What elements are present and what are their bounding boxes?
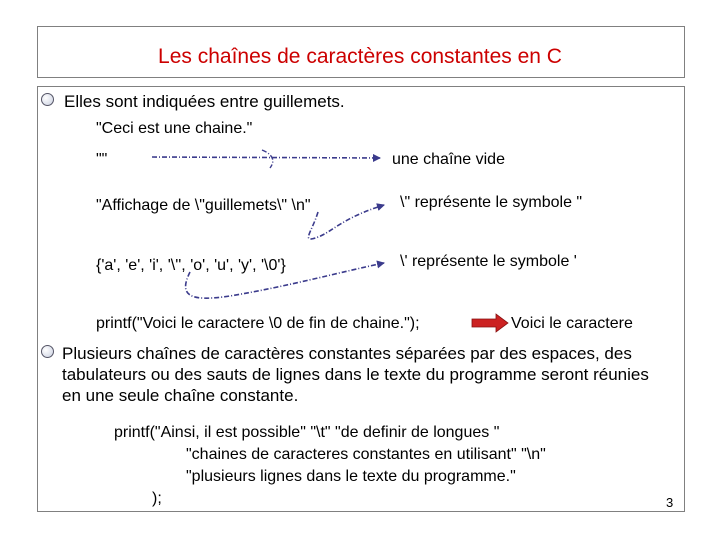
row-1-desc: une chaîne vide <box>392 151 505 168</box>
row-1-arrow <box>152 157 380 158</box>
printf-code: printf("Voici le caractere \0 de fin de chaine."); <box>96 315 420 332</box>
page-number: 3 <box>666 495 674 510</box>
example-string: "Ceci est une chaine." <box>96 120 253 137</box>
bullet-1-text: Elles sont indiquées entre guillemets. <box>64 92 345 111</box>
row-3-desc: \' représente le symbole ' <box>400 253 577 270</box>
bullet-2-icon <box>41 345 54 358</box>
row-1-code: "" <box>96 151 108 168</box>
row-2-code: "Affichage de \"guillemets\" \n" <box>96 197 311 214</box>
code-line-4: ); <box>152 490 162 507</box>
code-line-1: printf("Ainsi, il est possible" "\t" "de definir de longues " <box>114 424 500 441</box>
code-line-2: "chaines de caracteres constantes en utilisant" "\n" <box>186 446 546 463</box>
slide-title: Les chaînes de caractères constantes en C <box>158 45 562 68</box>
printf-result-arrow <box>472 314 508 332</box>
bullet-2-line-2: tabulateurs ou des sauts de lignes dans le texte du programme seront réunies <box>62 365 649 384</box>
row-3-code: {'a', 'e', 'i', '\'', 'o', 'u', 'y', '\0'} <box>96 257 286 274</box>
bullet-2-line-3: en une seule chaîne constante. <box>62 386 299 405</box>
row-2-arrow <box>308 205 384 239</box>
bullet-2-paragraph <box>62 343 649 406</box>
code-line-3: "plusieurs lignes dans le texte du programme." <box>186 468 516 485</box>
bullet-2-line-1: Plusieurs chaînes de caractères constantes séparées par des espaces, des <box>62 344 632 363</box>
printf-result: Voici le caractere <box>511 315 633 332</box>
row-2-desc: \" représente le symbole " <box>400 194 583 211</box>
row-1-hook <box>262 150 273 168</box>
row-3-arrow <box>186 263 384 298</box>
